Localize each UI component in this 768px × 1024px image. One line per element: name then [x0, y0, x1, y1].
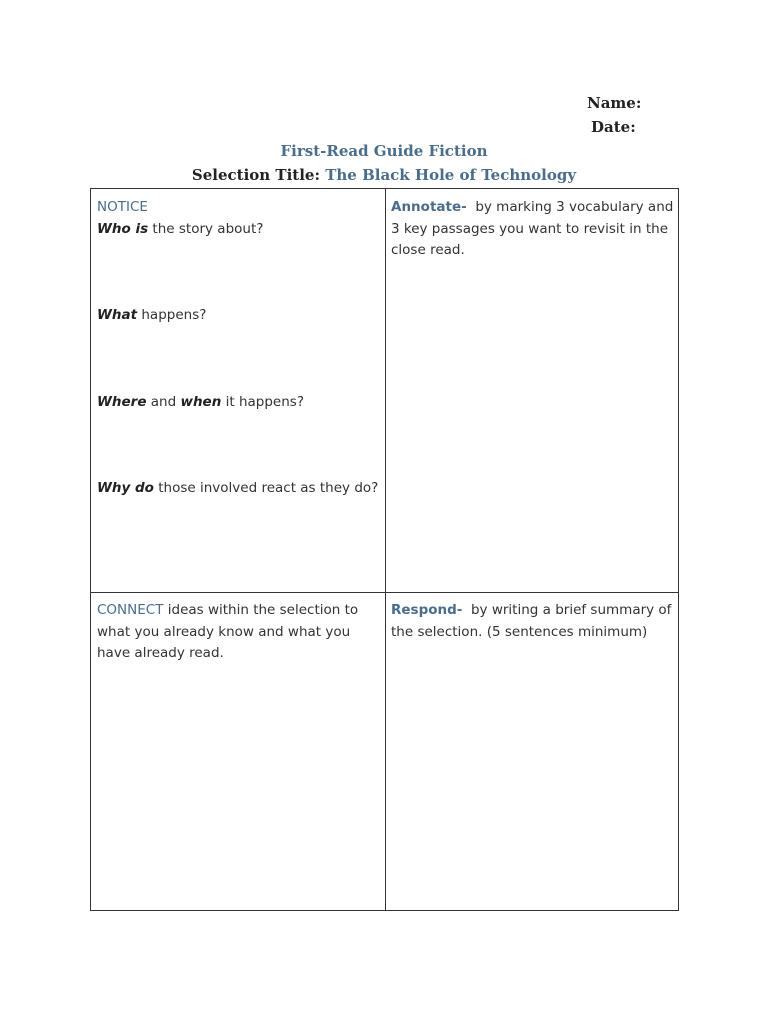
annotate-label: Annotate- — [391, 199, 467, 215]
notice-question-where — [97, 392, 381, 414]
notice-q3-text: it happens? — [221, 393, 304, 410]
notice-q1-bold: Who is — [97, 220, 149, 237]
guide-title: First-Read Guide Fiction — [280, 142, 488, 160]
annotate-text: by marking 3 vocabulary and 3 key passages you want to revisit in the close read. — [391, 199, 678, 258]
first-read-grid — [90, 188, 679, 911]
selection-title-label: Selection Title: — [191, 166, 320, 184]
respond-text: by writing a brief summary of the selection. (5 sentences minimum) — [391, 602, 676, 640]
notice-question-what — [97, 305, 381, 327]
connect-label: CONNECT — [97, 602, 164, 618]
notice-question-who — [97, 219, 381, 241]
notice-q4-text: those involved react as they do? — [153, 480, 379, 496]
connect-cell[interactable] — [97, 600, 381, 665]
grid-divider-vertical — [385, 189, 386, 910]
notice-q2-bold: What — [97, 307, 138, 323]
grid-divider-horizontal — [91, 592, 678, 593]
notice-cell[interactable] — [97, 197, 381, 500]
selection-title-value: The Black Hole of Technology — [325, 166, 577, 184]
notice-q1-text: the story about? — [148, 220, 264, 237]
notice-q2-text: happens? — [137, 307, 207, 323]
notice-q3-bold-when: when — [180, 393, 222, 410]
notice-q3-bold-where: Where — [97, 393, 147, 410]
notice-question-why — [97, 478, 381, 500]
date-label: Date: — [591, 118, 636, 136]
annotate-cell[interactable] — [391, 197, 678, 262]
connect-text: ideas within the selection to what you already know and what you have already read. — [97, 602, 359, 661]
notice-heading: NOTICE — [97, 199, 148, 215]
respond-cell[interactable] — [391, 600, 675, 643]
name-label: Name: — [587, 94, 642, 112]
notice-q4-bold: Why do — [97, 480, 154, 496]
notice-q3-and: and — [146, 393, 181, 410]
respond-label: Respond- — [391, 602, 463, 618]
selection-title-line — [0, 166, 768, 184]
